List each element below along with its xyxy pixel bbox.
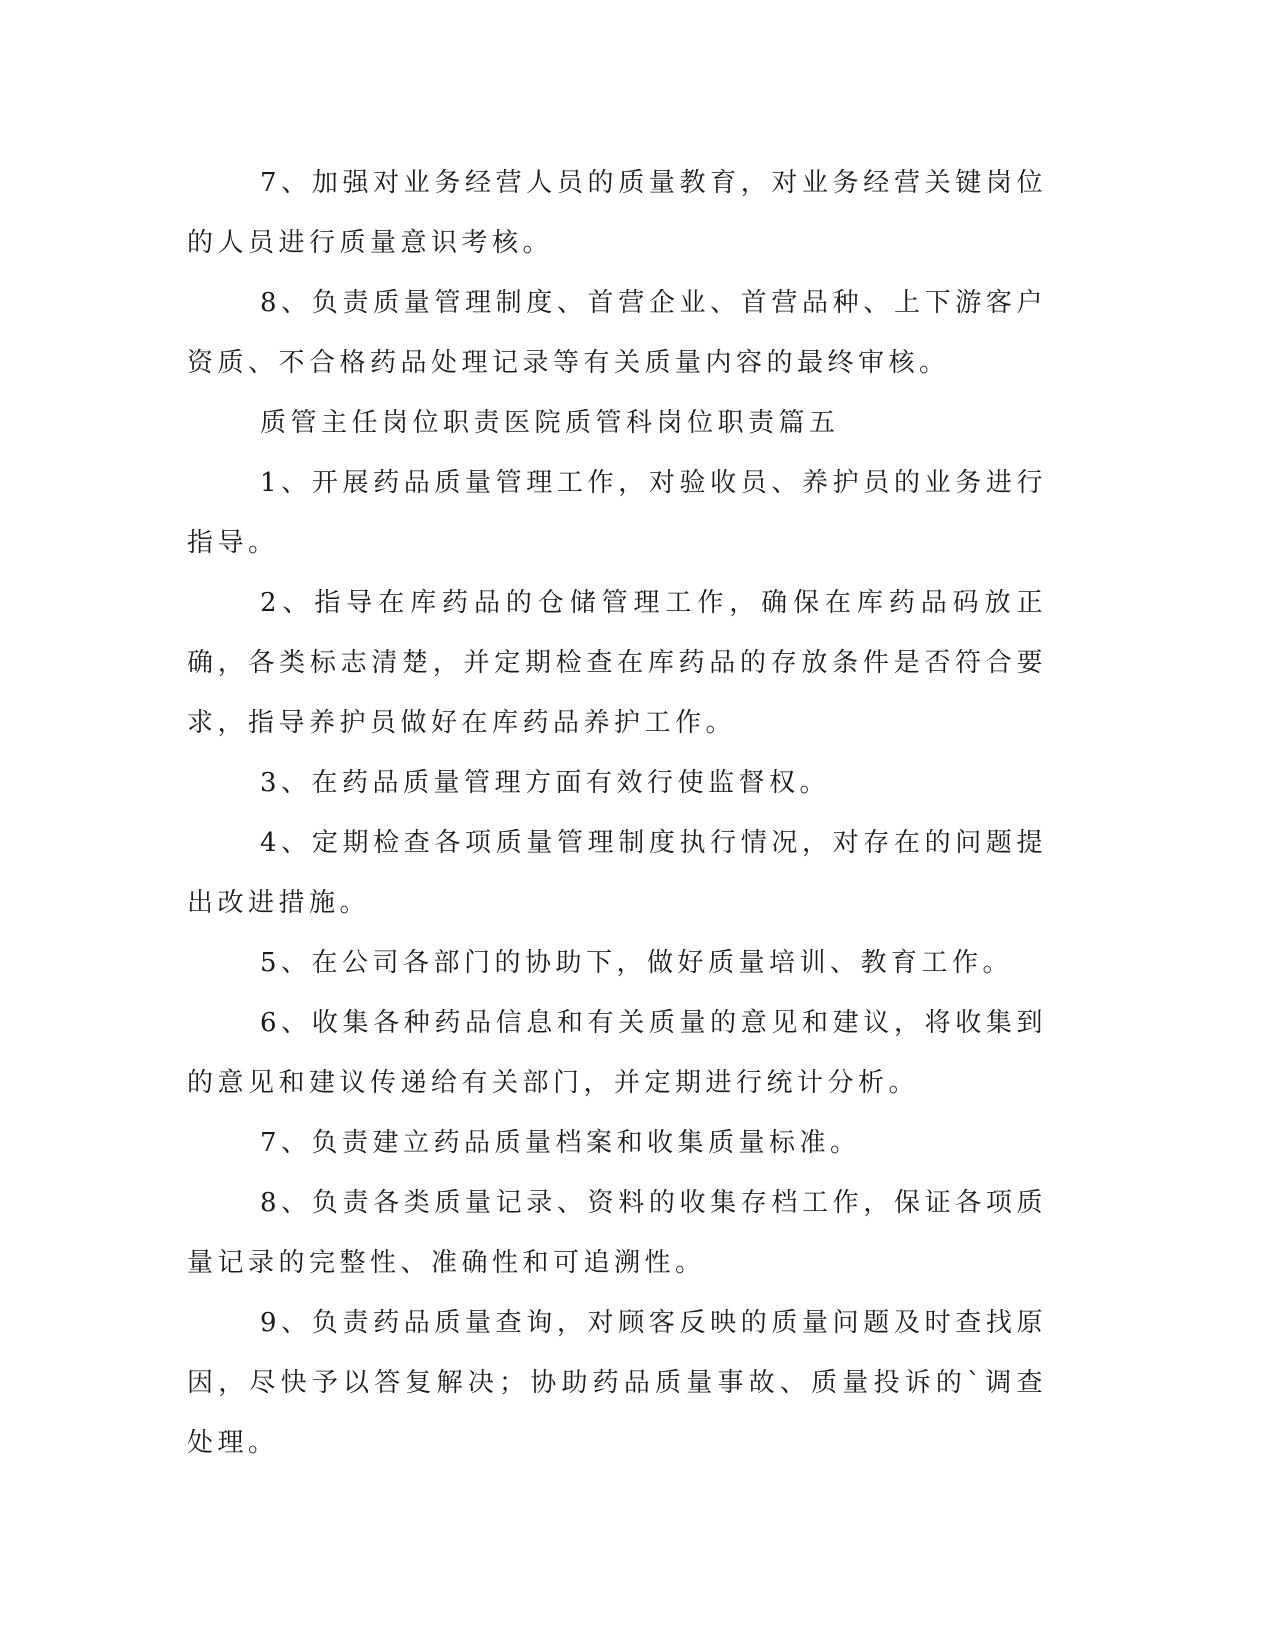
paragraph-item-8: 8、负责各类质量记录、资料的收集存档工作，保证各项质量记录的完整性、准确性和可追溯性。 [187, 1188, 1047, 1278]
paragraph-item-4: 4、定期检查各项质量管理制度执行情况，对存在的问题提出改进措施。 [187, 828, 1047, 918]
document-body [187, 153, 1047, 1473]
paragraph-item-3: 3、在药品质量管理方面有效行使监督权。 [260, 768, 831, 798]
paragraph-item-6: 6、收集各种药品信息和有关质量的意见和建议，将收集到的意见和建议传递给有关部门，并定期进行统计分析。 [187, 1008, 1047, 1098]
paragraph-item-2: 2、指导在库药品的仓储管理工作，确保在库药品码放正确，各类标志清楚，并定期检查在库药品的存放条件是否符合要求，指导养护员做好在库药品养护工作。 [187, 588, 1047, 738]
paragraph-item-5: 5、在公司各部门的协助下，做好质量培训、教育工作。 [260, 948, 1014, 978]
paragraph-item-9: 9、负责药品质量查询，对顾客反映的质量问题及时查找原因，尽快予以答复解决；协助药品质量事故、质量投诉的`调查处理。 [187, 1308, 1047, 1458]
section-heading: 质管主任岗位职责医院质管科岗位职责篇五 [260, 408, 840, 438]
paragraph-item-7: 7、负责建立药品质量档案和收集质量标准。 [260, 1128, 861, 1158]
paragraph-item-7-training: 7、加强对业务经营人员的质量教育，对业务经营关键岗位的人员进行质量意识考核。 [187, 168, 1047, 258]
paragraph-item-8-final-review: 8、负责质量管理制度、首营企业、首营品种、上下游客户资质、不合格药品处理记录等有关质量内容的最终审核。 [187, 288, 1047, 378]
paragraph-item-1: 1、开展药品质量管理工作，对验收员、养护员的业务进行指导。 [187, 468, 1047, 558]
